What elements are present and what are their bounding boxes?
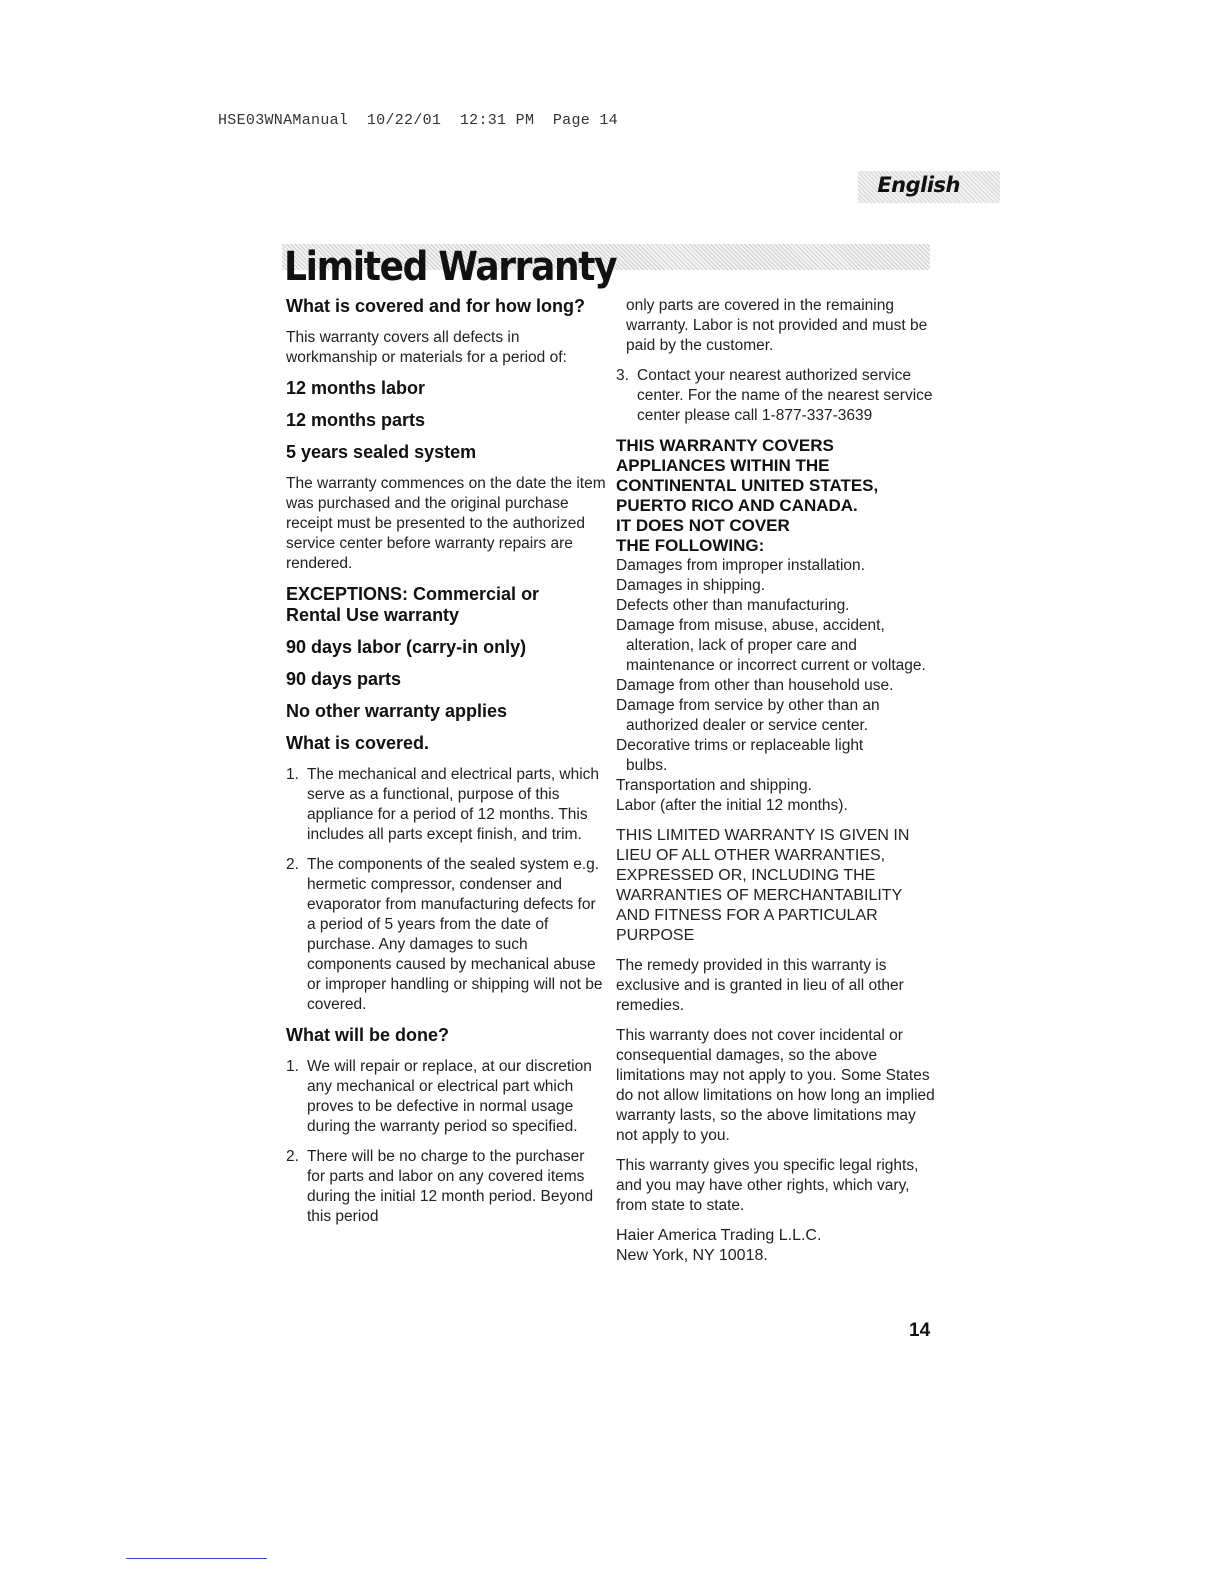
heading-covered: What is covered. <box>286 733 430 753</box>
continuation-text: only parts are covered in the remaining warranty. Labor is not provided and must be paid by the customer. <box>626 297 928 354</box>
page-title: Limited Warranty <box>284 244 617 290</box>
exceptions-heading: EXCEPTIONS: Commercial or Rental Use warranty <box>286 584 540 625</box>
exclusion-item: Labor (after the initial 12 months). <box>616 797 848 814</box>
lieu-statement: THIS LIMITED WARRANTY IS GIVEN IN LIEU OF ALL OTHER WARRANTIES, EXPRESSED OR, INCLUDING THE WARRANTIES OF MERCHANTABILITY AND FITNESS FOR A PARTICULAR PURPOSE <box>616 827 910 944</box>
exception-labor: 90 days labor (carry-in only) <box>286 637 527 657</box>
list-item <box>286 765 606 845</box>
exclusion-item: Decorative trims or replaceable light bulbs. <box>616 737 864 774</box>
commencement-text: The warranty commences on the date the item was purchased and the original purchase receipt must be presented to the authorized service center before warranty repairs are rendered. <box>286 475 606 572</box>
heading-coverage: What is covered and for how long? <box>286 296 586 316</box>
list-item <box>286 1147 606 1227</box>
list-item-number: 2. <box>286 1148 299 1165</box>
exclusion-item: Transportation and shipping. <box>616 777 812 794</box>
right-column <box>616 296 936 1276</box>
language-tab <box>858 171 1000 203</box>
footer-rule <box>126 1558 267 1559</box>
company-address: New York, NY 10018. <box>616 1247 768 1264</box>
list-item-text: There will be no charge to the purchaser for parts and labor on any covered items during the initial 12 month period. Beyond this period <box>307 1148 594 1225</box>
list-item <box>286 1057 606 1137</box>
list-item-text: The mechanical and electrical parts, which serve as a functional, purpose of this appliance for a period of 12 months. This includes all parts except finish, and trim. <box>307 766 600 843</box>
list-item-text: We will repair or replace, at our discretion any mechanical or electrical part which proves to be defective in normal usage during the warranty period so specified. <box>307 1058 592 1135</box>
coverage-intro: This warranty covers all defects in workmanship or materials for a period of: <box>286 329 567 366</box>
exclusion-item: Defects other than manufacturing. <box>616 597 850 614</box>
file-header: HSE03WNAManual 10/22/01 12:31 PM Page 14 <box>218 112 618 129</box>
term-labor: 12 months labor <box>286 378 426 398</box>
company-name: Haier America Trading L.L.C. <box>616 1227 822 1244</box>
exception-parts: 90 days parts <box>286 669 402 689</box>
not-cover-heading: IT DOES NOT COVER THE FOLLOWING: <box>616 516 790 555</box>
remedy-text: The remedy provided in this warranty is exclusive and is granted in lieu of all other remedies. <box>616 957 904 1014</box>
list-item-number: 1. <box>286 766 299 783</box>
page-number: 14 <box>909 1320 931 1341</box>
exclusion-item: Damages from improper installation. <box>616 557 865 574</box>
term-sealed: 5 years sealed system <box>286 442 477 462</box>
list-item-number: 1. <box>286 1058 299 1075</box>
heading-done: What will be done? <box>286 1025 449 1045</box>
exclusion-item: Damage from misuse, abuse, accident, alteration, lack of proper care and maintenance or incorrect current or voltage. <box>616 617 926 674</box>
list-item-text: The components of the sealed system e.g. hermetic compressor, condenser and evaporator from manufacturing defects for a period of 5 years from the date of purchase. Any damages to such components caused by mechanical abuse or improper handling or shipping will not be covered. <box>307 856 603 1013</box>
left-column <box>286 296 606 1237</box>
term-parts: 12 months parts <box>286 410 426 430</box>
exclusion-item: Damage from other than household use. <box>616 677 894 694</box>
list-item <box>286 855 606 1015</box>
list-item <box>616 366 936 426</box>
list-item-number: 2. <box>286 856 299 873</box>
exclusions-list <box>616 556 936 816</box>
exclusion-item: Damage from service by other than an authorized dealer or service center. <box>616 697 880 734</box>
territory-heading: THIS WARRANTY COVERS APPLIANCES WITHIN THE CONTINENTAL UNITED STATES, PUERTO RICO AND CANADA. <box>616 436 879 515</box>
rights-text: This warranty gives you specific legal rights, and you may have other rights, which vary, from state to state. <box>616 1157 919 1214</box>
incidental-text: This warranty does not cover incidental or consequential damages, so the above limitations may not apply to you. Some States do not allow limitations on how long an implied warranty lasts, so the above limitations may not apply to you. <box>616 1027 935 1144</box>
exclusion-item: Damages in shipping. <box>616 577 766 594</box>
no-other-warranty: No other warranty applies <box>286 701 508 721</box>
list-item-number: 3. <box>616 367 629 384</box>
language-label: English <box>877 173 960 197</box>
list-item-text: Contact your nearest authorized service center. For the name of the nearest service center please call 1-877-337-3639 <box>637 367 933 424</box>
